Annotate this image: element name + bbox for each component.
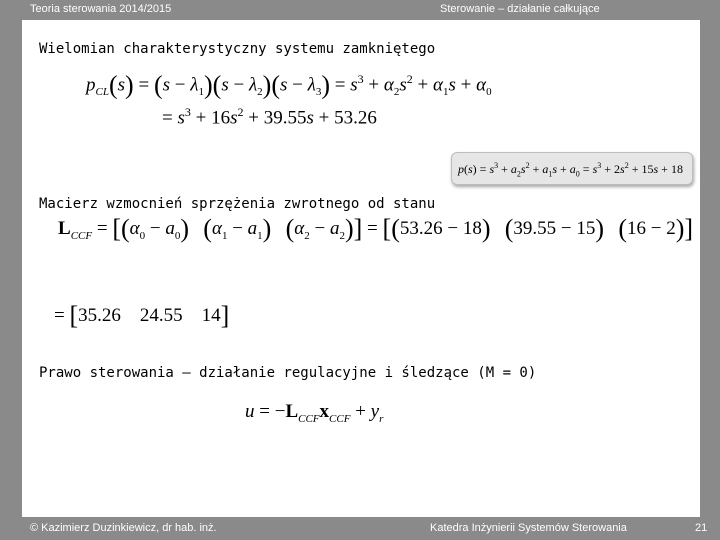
coef-alpha1: 39.55 xyxy=(263,107,307,129)
open-loop-coef-a0: 18 xyxy=(670,162,683,176)
equation-pcl-expanded: = $s^3 + 16s^2 + 39.55s + 53.26$ xyxy=(162,105,377,129)
heading-control-law: Prawo sterowania – działanie regulacyjne i śledzące (M = 0) xyxy=(39,365,537,381)
section-title: Sterowanie – działanie całkujące xyxy=(440,3,600,15)
page-number: 21 xyxy=(695,522,708,534)
gain-value-1: 35.26 xyxy=(78,305,121,326)
coef-alpha0: 53.26 xyxy=(334,107,377,129)
department-name: Katedra Inżynierii Systemów Sterowania xyxy=(430,522,627,534)
open-loop-polynomial-box xyxy=(451,152,693,185)
footer-bar xyxy=(0,518,720,540)
gain-value-2: 24.55 xyxy=(139,305,183,326)
course-title: Teoria sterowania 2014/2015 xyxy=(30,3,172,15)
gain-diff-2: 39.55 − 15 xyxy=(513,218,596,239)
equation-lccf: $L_{CCF} = [(\alpha_0 - a_0)$ $(\alpha_1 - a_1)$ $(\alpha_2 - a_2)] = [(53.26 - 18)$ (39.55 − 15) (16 − 2)] xyxy=(58,214,694,243)
equation-lccf-result: = [35.26 24.55 14] xyxy=(54,301,230,330)
header-bar xyxy=(0,0,720,22)
equation-pcl-factored: $p_{CL}(s) = (s - \lambda_1)(s - \lambda_2)(s - \lambda_3) = s^3 + \alpha_2s^2 + \alpha_1s + \alpha_0$ xyxy=(86,70,492,100)
equation-open-loop-polynomial: $p(s) = s^3 + a_2s^2 + a_1s + a_0 = s^3 + 2s^2 + 15s + 18$ xyxy=(458,161,683,179)
author-credit: © Kazimierz Duzinkiewicz, dr hab. inż. xyxy=(30,522,217,534)
heading-gain-matrix: Macierz wzmocnień sprzężenia zwrotnego od stanu xyxy=(39,196,436,212)
open-loop-coef-a1: 15 xyxy=(641,162,654,176)
equation-control-law: $u = -L_{CCF}x_{CCF} + y_r$ xyxy=(245,401,384,425)
slide-canvas xyxy=(22,20,700,517)
gain-diff-1: 53.26 − 18 xyxy=(399,218,482,239)
coef-alpha2: 16 xyxy=(211,107,231,129)
gain-diff-3: 16 − 2 xyxy=(626,218,676,239)
open-loop-coef-a2: 2 xyxy=(614,162,621,176)
heading-characteristic-polynomial: Wielomian charakterystyczny systemu zamkniętego xyxy=(39,41,436,57)
gain-value-3: 14 xyxy=(201,305,221,326)
